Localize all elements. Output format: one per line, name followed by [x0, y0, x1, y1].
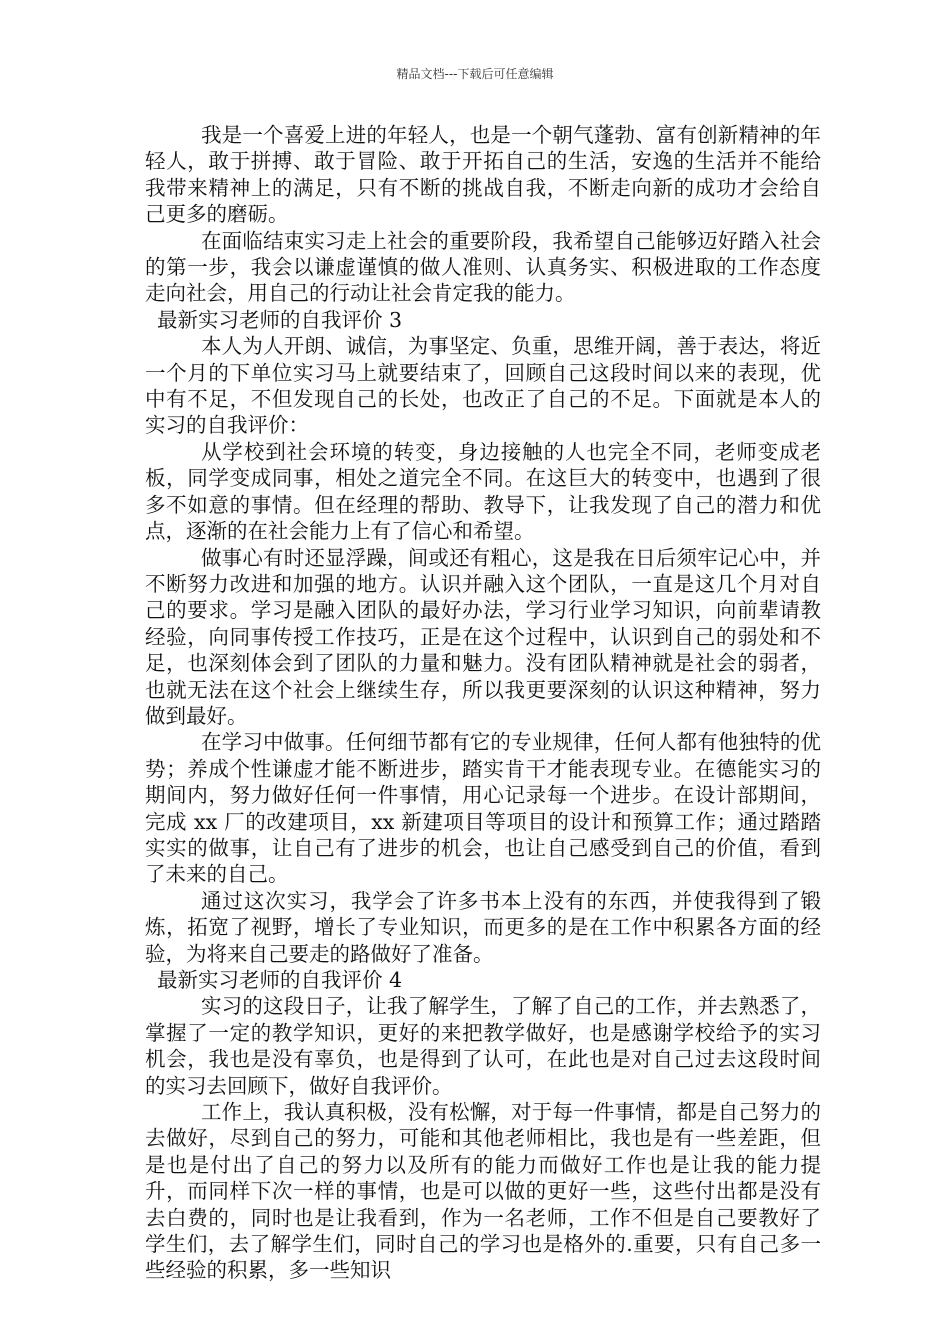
- document-body: [145, 122, 821, 1284]
- paragraph: 通过这次实习，我学会了许多书本上没有的东西，并使我得到了锻炼，拓宽了视野，增长了专业知识，而更多的是在工作中积累各方面的经验，为将来自己要走的路做好了准备。: [145, 888, 821, 966]
- page-header-note: 精品文档---下载后可任意编辑: [396, 67, 554, 81]
- paragraph: 在学习中做事。任何细节都有它的专业规律，任何人都有他独特的优势；养成个性谦虚才能不断进步，踏实肯干才能表现专业。在德能实习的期间内，努力做好任何一件事情，用心记录每一个进步。在设计部期间，完成 xx 厂的改建项目，xx 新建项目等项目的设计和预算工作；通过踏踏实实的做事，让自己有了进步的机会，也让自己感受到自己的价值，看到了未来的自己。: [145, 730, 821, 887]
- paragraph: 本人为人开朗、诚信，为事坚定、负重，思维开阔，善于表达，将近一个月的下单位实习马上就要结束了，回顾自己这段时间以来的表现，优中有不足，不但发现自己的长处，也改正了自己的不足。下面就是本人的实习的自我评价：: [145, 334, 821, 438]
- paragraph: 我是一个喜爱上进的年轻人，也是一个朝气蓬勃、富有创新精神的年轻人，敢于拼搏、敢于冒险、敢于开拓自己的生活，安逸的生活并不能给我带来精神上的满足，只有不断的挑战自我，不断走向新的成功才会给自己更多的磨砺。: [145, 123, 821, 227]
- paragraph: 实习的这段日子，让我了解学生，了解了自己的工作，并去熟悉了，掌握了一定的教学知识，更好的来把教学做好，也是感谢学校给予的实习机会，我也是没有辜负，也是得到了认可，在此也是对自己过去这段时间的实习去回顾下，做好自我评价。: [145, 994, 821, 1098]
- paragraph: 工作上，我认真积极，没有松懈，对于每一件事情，都是自己努力的去做好，尽到自己的努力，可能和其他老师相比，我也是有一些差距，但是也是付出了自己的努力以及所有的能力而做好工作也是让我的能力提升，而同样下次一样的事情，也是可以做的更好一些，这些付出都是没有去白费的，同时也是让我看到，作为一名老师，工作不但是自己要教好了学生们，去了解学生们，同时自己的学习也是格外的.重要，只有自己多一些经验的积累，多一些知识: [145, 1100, 821, 1283]
- section-heading: 最新实习老师的自我评价 4: [157, 968, 403, 992]
- section-heading: 最新实习老师的自我评价 3: [157, 307, 403, 332]
- paragraph: 在面临结束实习走上社会的重要阶段，我希望自己能够迈好踏入社会的第一步，我会以谦虚谨慎的做人准则、认真务实、积极进取的工作态度走向社会，用自己的行动让社会肯定我的能力。: [145, 228, 821, 306]
- paragraph: 从学校到社会环境的转变，身边接触的人也完全不同，老师变成老板，同学变成同事，相处之道完全不同。在这巨大的转变中，也遇到了很多不如意的事情。但在经理的帮助、教导下，让我发现了自己的潜力和优点，逐渐的在社会能力上有了信心和希望。: [145, 439, 821, 544]
- paragraph: 做事心有时还显浮躁，间或还有粗心，这是我在日后须牢记心中，并不断努力改进和加强的地方。认识并融入这个团队，一直是这几个月对自己的要求。学习是融入团队的最好办法，学习行业学习知识，向前辈请教经验，向同事传授工作技巧，正是在这个过程中，认识到自己的弱处和不足，也深刻体会到了团队的力量和魅力。没有团队精神就是社会的弱者，也就无法在这个社会上继续生存，所以我更要深刻的认识这种精神，努力做到最好。: [145, 545, 821, 728]
